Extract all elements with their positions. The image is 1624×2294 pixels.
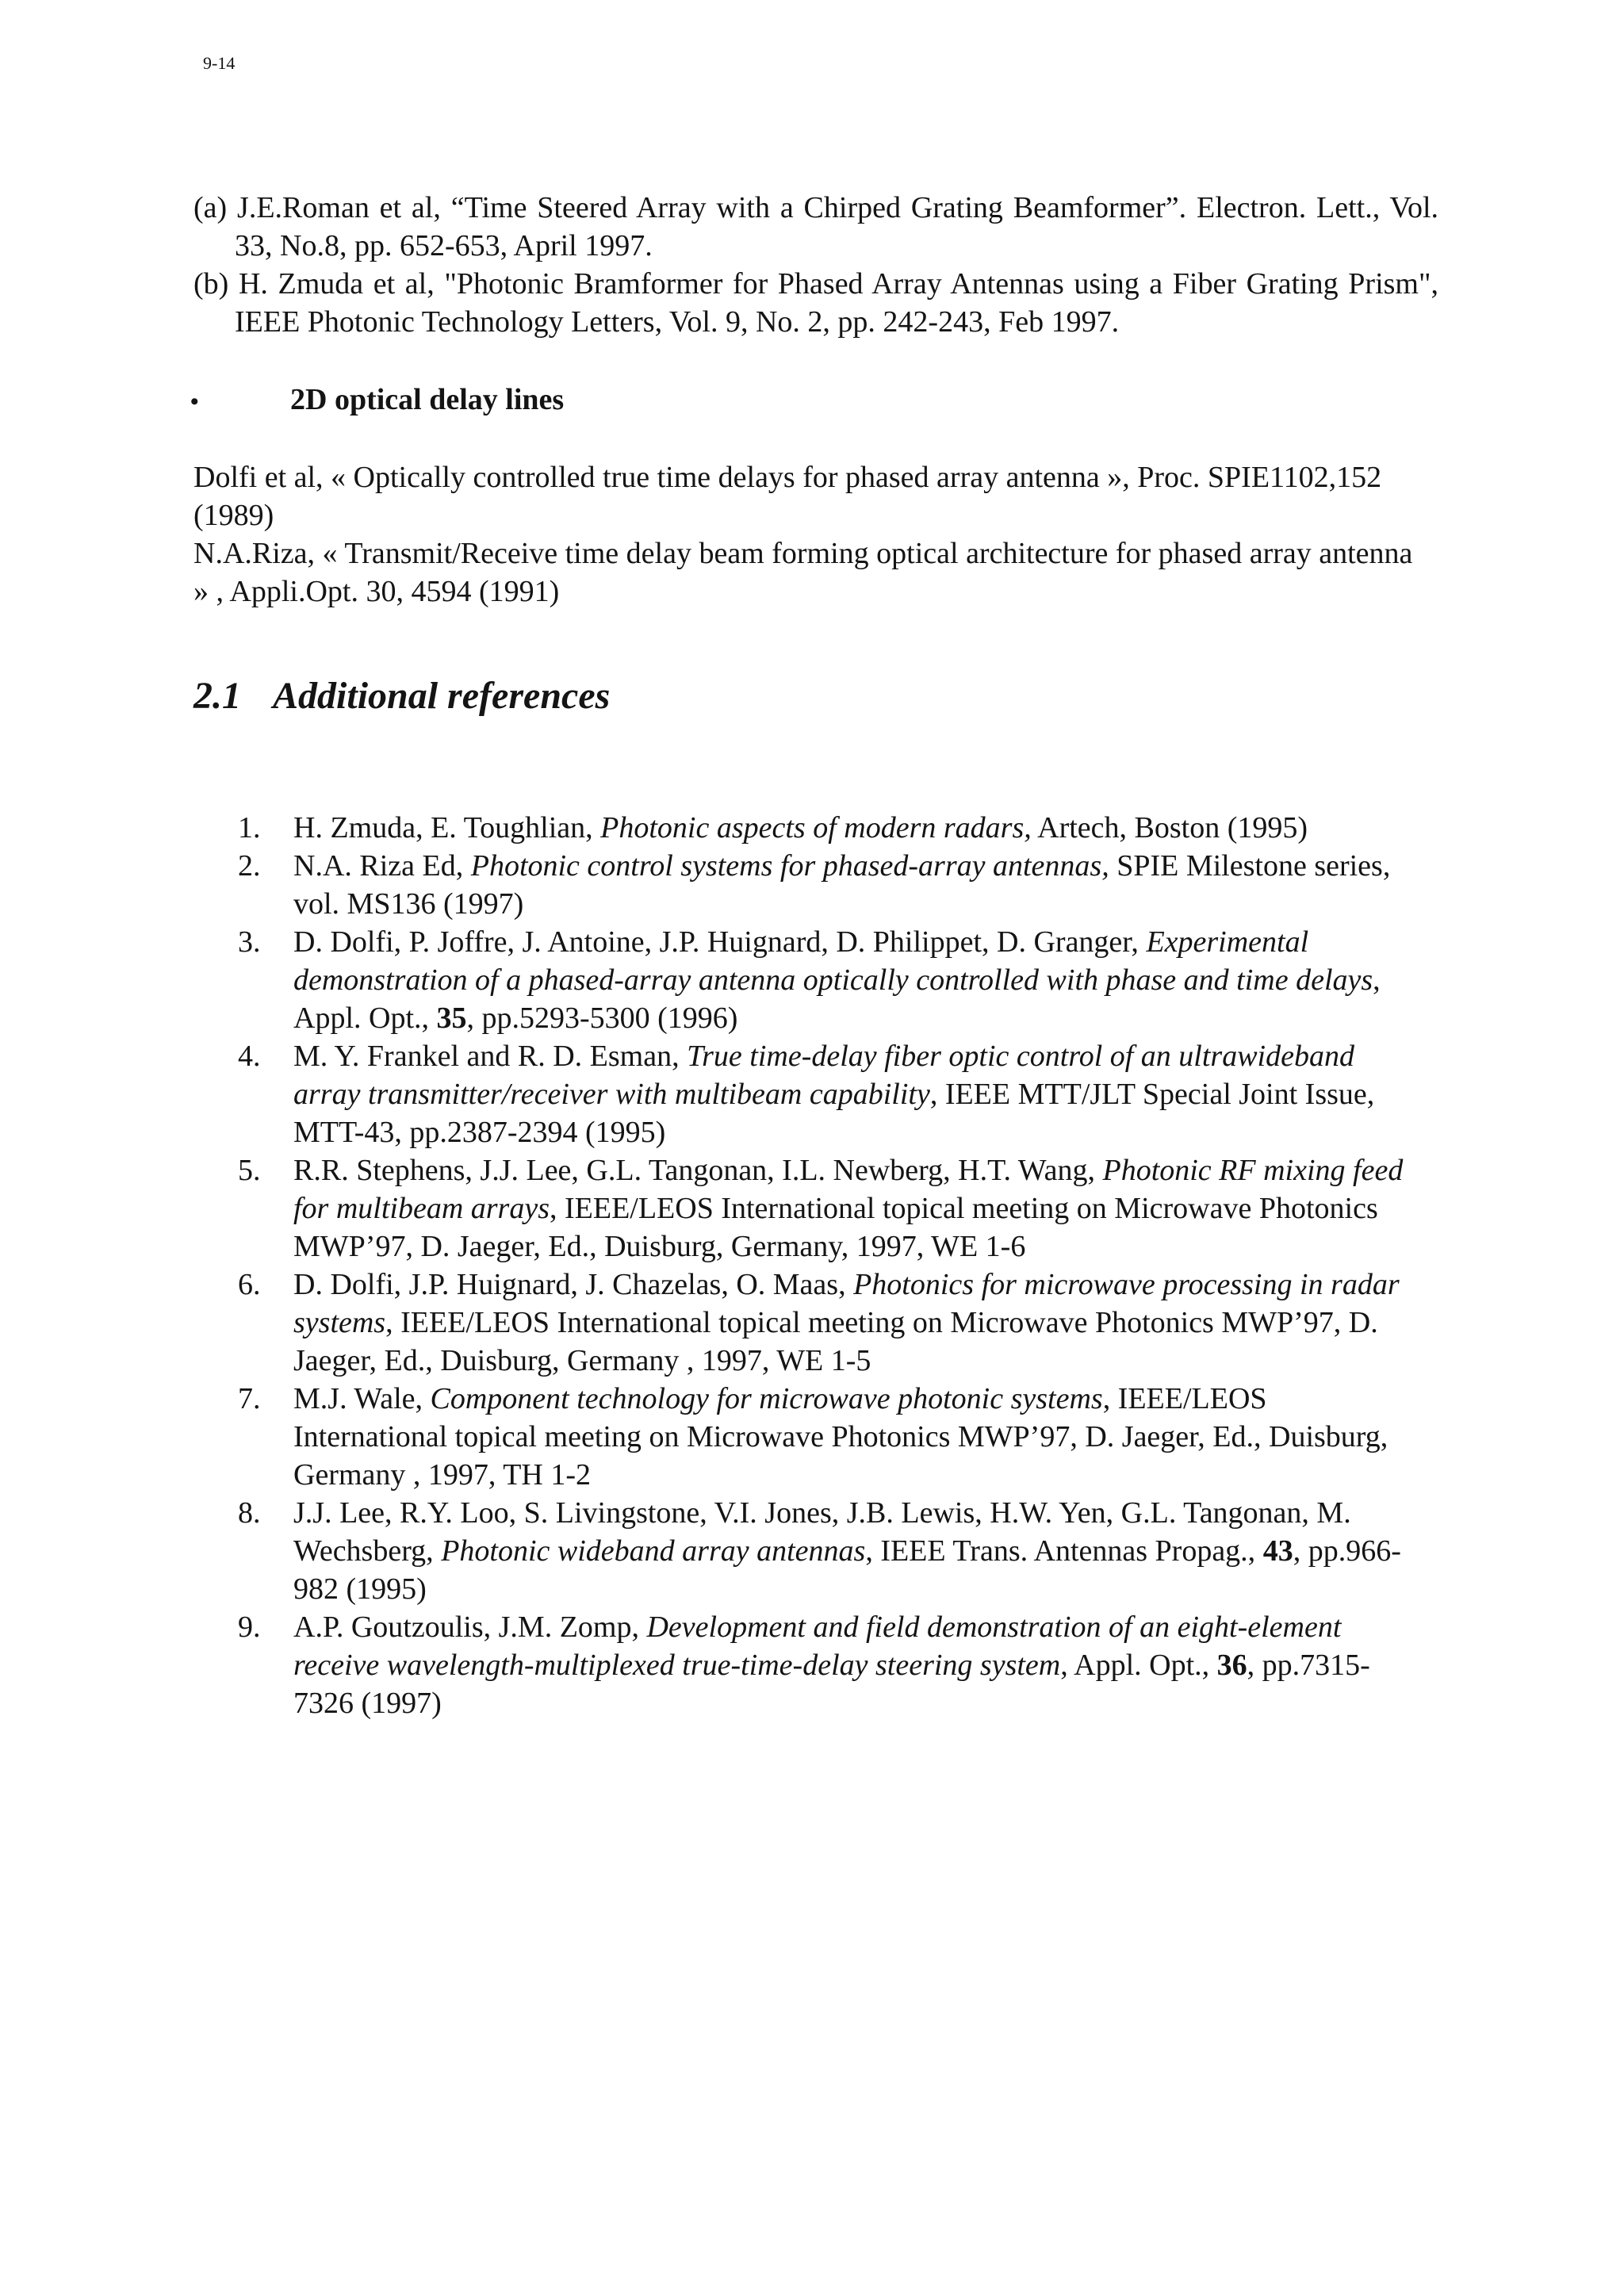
- reference-text: H. Zmuda et al, "Photonic Bramformer for Phased Array Antennas using a Fiber Grating Prism", IEEE Photonic Technology Letters, Vol. 9, No. 2, pp. 242-243, Feb 1997.: [235, 267, 1439, 339]
- reference-number: 8.: [238, 1496, 261, 1530]
- reference-source: , IEEE Trans. Antennas Propag.,: [865, 1534, 1263, 1568]
- reference-title: Experimental demonstration of a phased-array antenna optically controlled with phase and time delays: [293, 925, 1373, 997]
- bullet-heading-text: 2D optical delay lines: [290, 383, 565, 416]
- reference-authors: M.J. Wale,: [293, 1382, 431, 1415]
- reference-title: Photonic wideband array antennas: [441, 1534, 866, 1568]
- reference-volume: 35: [436, 1001, 467, 1035]
- reference-authors: N.A. Riza Ed,: [293, 849, 471, 883]
- plain-reference-item: Dolfi et al, « Optically controlled true time delays for phased array antenna », Proc. SPIE1102,152 (1989): [193, 461, 1382, 532]
- numbered-reference-item: [238, 847, 1411, 923]
- reference-volume: 43: [1262, 1534, 1293, 1568]
- numbered-reference-item: [238, 1380, 1411, 1494]
- bullet-heading: [190, 381, 564, 421]
- reference-source: , IEEE/LEOS International topical meeting on Microwave Photonics MWP’97, D. Jaeger, Ed., Duisburg, Germany , 1997, WE 1-5: [293, 1306, 1378, 1377]
- reference-number: 5.: [238, 1154, 261, 1187]
- plain-reference-list: [193, 458, 1431, 611]
- bullet-icon: •: [190, 389, 199, 415]
- reference-authors: M. Y. Frankel and R. D. Esman,: [293, 1040, 688, 1073]
- reference-source: , Appl. Opt.,: [293, 963, 1381, 1035]
- reference-authors: H. Zmuda, E. Toughlian,: [293, 811, 601, 844]
- page-number: 9-14: [203, 53, 236, 73]
- numbered-reference-item: [238, 1266, 1411, 1380]
- reference-title: Photonics for microwave processing in radar systems: [293, 1268, 1400, 1339]
- reference-source: , IEEE/LEOS International topical meeting on Microwave Photonics MWP’97, D. Jaeger, Ed., Duisburg, Germany , 1997, TH 1-2: [293, 1382, 1388, 1492]
- reference-pages: , pp.966-982 (1995): [293, 1534, 1401, 1606]
- reference-title: Development and field demonstration of an eight-element receive wavelength-multiplexed true-time-delay steering system: [293, 1610, 1342, 1682]
- numbered-reference-item: [238, 1037, 1411, 1151]
- section-heading: [193, 672, 610, 720]
- reference-number: 3.: [238, 925, 261, 959]
- numbered-reference-item: [238, 1151, 1411, 1266]
- plain-reference-item: N.A.Riza, « Transmit/Receive time delay beam forming optical architecture for phased array antenna » , Appli.Opt. 30, 4594 (1991): [193, 537, 1413, 608]
- lettered-reference-list: [193, 189, 1438, 341]
- reference-pages: , pp.5293-5300 (1996): [466, 1001, 738, 1035]
- reference-source: Artech, Boston (1995): [1031, 811, 1308, 844]
- reference-source: , Appl. Opt.,: [1060, 1649, 1217, 1682]
- reference-label: (b): [193, 267, 229, 301]
- numbered-reference-item: [238, 1608, 1411, 1722]
- reference-title: True time-delay fiber optic control of an ultrawideband array transmitter/receiver with multibeam capability: [293, 1040, 1354, 1111]
- reference-label: (a): [193, 191, 228, 224]
- section-number: 2.1: [193, 675, 241, 717]
- reference-title: Component technology for microwave photonic systems: [430, 1382, 1103, 1415]
- reference-volume: 36: [1216, 1649, 1247, 1682]
- numbered-reference-item: [238, 1494, 1411, 1608]
- numbered-reference-list: [238, 809, 1411, 1722]
- reference-source: , IEEE MTT/JLT Special Joint Issue, MTT-43, pp.2387-2394 (1995): [293, 1078, 1375, 1149]
- numbered-reference-item: [238, 809, 1411, 847]
- reference-number: 7.: [238, 1382, 261, 1415]
- lettered-reference-item: [193, 265, 1438, 341]
- lettered-reference-item: [193, 189, 1438, 265]
- reference-source: , IEEE/LEOS International topical meeting on Microwave Photonics MWP’97, D. Jaeger, Ed., Duisburg, Germany, 1997, WE 1-6: [293, 1192, 1378, 1263]
- reference-title: Photonic RF mixing feed for multibeam arrays: [293, 1154, 1404, 1225]
- reference-number: 1.: [238, 811, 261, 844]
- reference-source: SPIE Milestone series, vol. MS136 (1997): [293, 849, 1391, 921]
- section-title: Additional references: [273, 675, 611, 717]
- reference-number: 4.: [238, 1040, 261, 1073]
- reference-title: Photonic control systems for phased-array antennas,: [470, 849, 1109, 883]
- reference-authors: D. Dolfi, P. Joffre, J. Antoine, J.P. Huignard, D. Philippet, D. Granger,: [293, 925, 1147, 959]
- reference-number: 6.: [238, 1268, 261, 1301]
- reference-pages: , pp.7315-7326 (1997): [293, 1649, 1370, 1720]
- reference-text: J.E.Roman et al, “Time Steered Array with a Chirped Grating Beamformer”. Electron. Lett., Vol. 33, No.8, pp. 652-653, April 1997.: [235, 191, 1439, 262]
- reference-authors: J.J. Lee, R.Y. Loo, S. Livingstone, V.I. Jones, J.B. Lewis, H.W. Yen, G.L. Tangonan, M. Wechsberg,: [293, 1496, 1351, 1568]
- reference-number: 2.: [238, 849, 261, 883]
- reference-authors: R.R. Stephens, J.J. Lee, G.L. Tangonan, I.L. Newberg, H.T. Wang,: [293, 1154, 1103, 1187]
- reference-authors: A.P. Goutzoulis, J.M. Zomp,: [293, 1610, 647, 1644]
- reference-title: Photonic aspects of modern radars,: [600, 811, 1032, 844]
- numbered-reference-item: [238, 923, 1411, 1037]
- reference-number: 9.: [238, 1610, 261, 1644]
- reference-authors: D. Dolfi, J.P. Huignard, J. Chazelas, O. Maas,: [293, 1268, 854, 1301]
